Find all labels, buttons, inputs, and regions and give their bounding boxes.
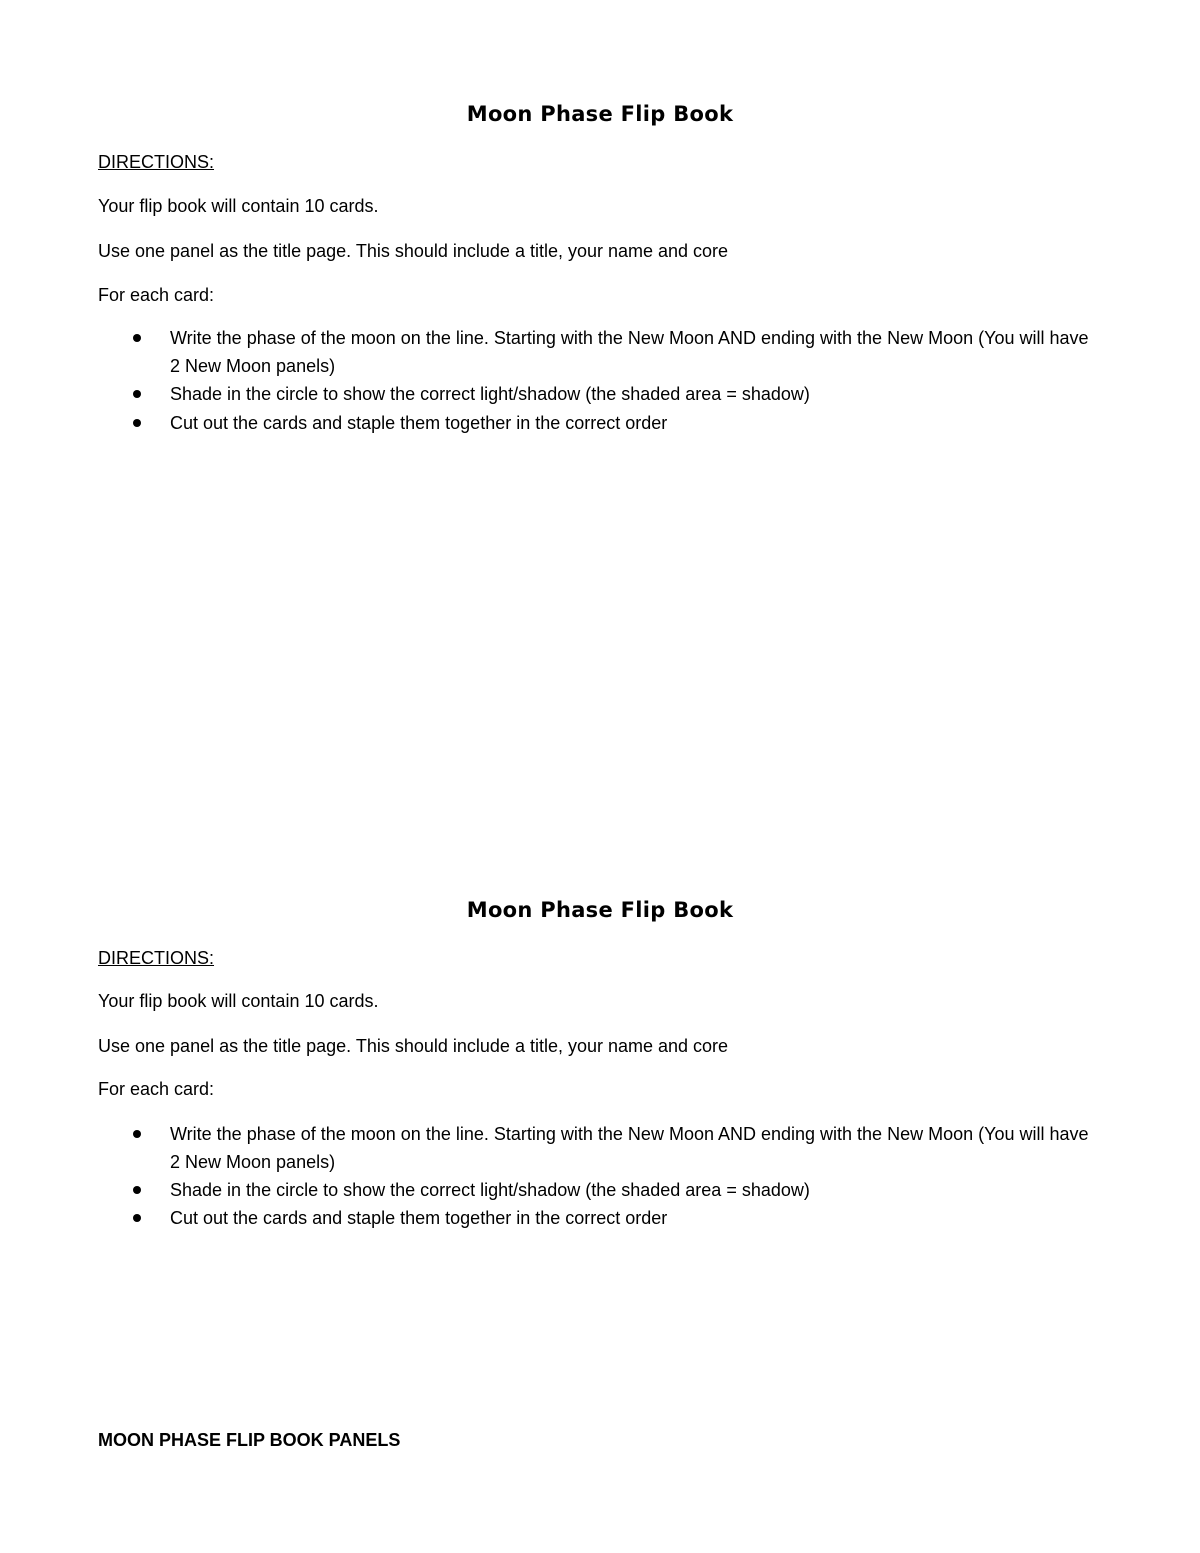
bullet-text: Write the phase of the moon on the line. Starting with the New Moon AND ending with the New Moon (You will have 2 New Moon panels)	[170, 328, 1089, 376]
title-page-text: Use one panel as the title page. This should include a title, your name and core	[98, 241, 729, 261]
for-each-card-text: For each card:	[98, 285, 215, 305]
bullet-icon	[133, 1214, 141, 1222]
directions-label: DIRECTIONS:	[98, 948, 215, 968]
bullet-text: Cut out the cards and staple them together in the correct order	[170, 1208, 668, 1228]
bullet-icon	[133, 1130, 141, 1138]
title-page-text: Use one panel as the title page. This should include a title, your name and core	[98, 1036, 729, 1056]
bullet-text: Write the phase of the moon on the line. Starting with the New Moon AND ending with the New Moon (You will have 2 New Moon panels)	[170, 1124, 1089, 1172]
bullet-text: Shade in the circle to show the correct light/shadow (the shaded area = shadow)	[170, 384, 810, 404]
section-title: Moon Phase Flip Book	[466, 102, 734, 126]
section-title: Moon Phase Flip Book	[466, 898, 734, 922]
bullet-text: Cut out the cards and staple them together in the correct order	[170, 413, 668, 433]
card-count-text: Your flip book will contain 10 cards.	[98, 991, 379, 1011]
bullet-text: Shade in the circle to show the correct light/shadow (the shaded area = shadow)	[170, 1180, 810, 1200]
bullet-icon	[133, 1186, 141, 1194]
for-each-card-text: For each card:	[98, 1079, 215, 1099]
bullet-icon	[133, 419, 141, 427]
card-count-text: Your flip book will contain 10 cards.	[98, 196, 379, 216]
bullet-icon	[133, 390, 141, 398]
panels-heading: MOON PHASE FLIP BOOK PANELS	[98, 1430, 401, 1450]
directions-label: DIRECTIONS:	[98, 152, 215, 172]
bullet-icon	[133, 334, 141, 342]
